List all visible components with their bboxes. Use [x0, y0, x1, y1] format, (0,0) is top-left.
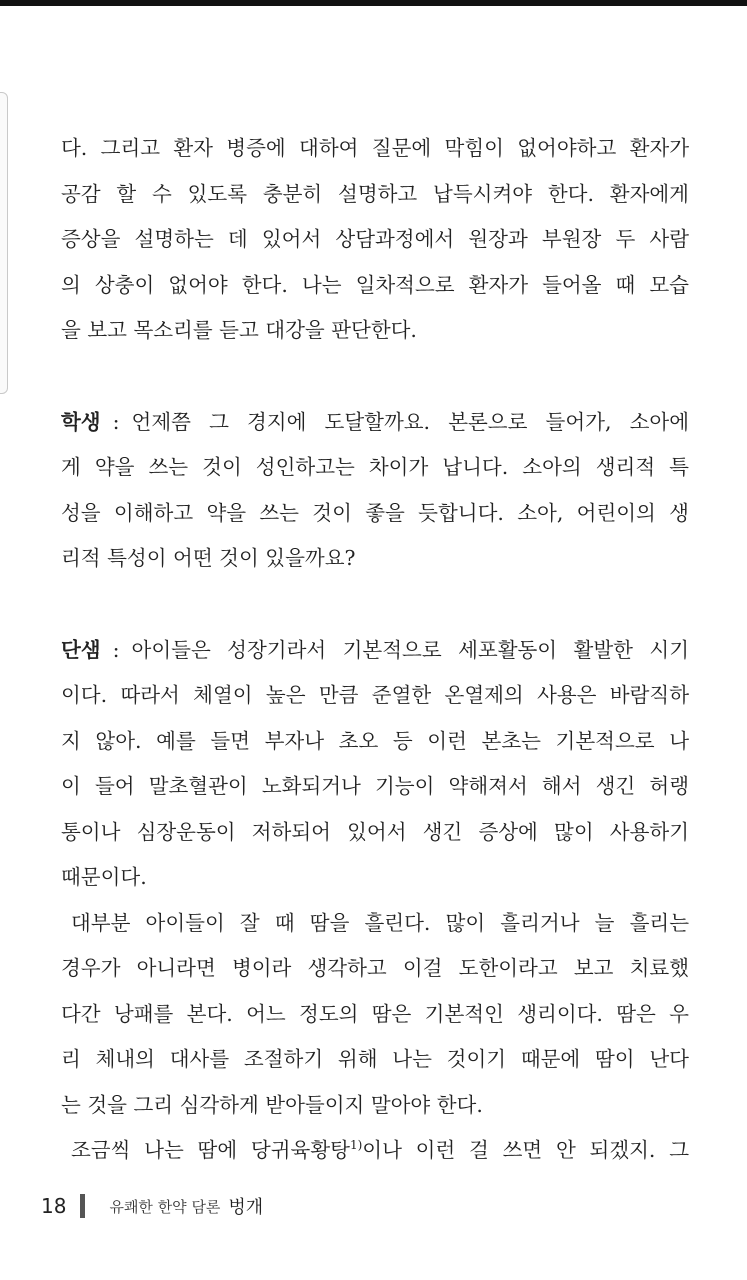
- dialogue-student: [61, 400, 689, 582]
- page-body: [61, 126, 689, 1174]
- text-line: 리적 특성이 어떤 것이 있을까요?: [61, 546, 356, 570]
- paragraph-1: [61, 126, 689, 354]
- dialogue-first-line: [61, 628, 689, 674]
- paragraph-gap: [61, 582, 689, 628]
- text-line: [61, 1128, 689, 1174]
- text-line: 는 것을 그리 심각하게 받아들이지 말아야 한다.: [61, 1092, 483, 1117]
- page-number: 18: [41, 1194, 67, 1218]
- dialogue-teacher: [61, 628, 689, 901]
- top-edge-bar: [0, 0, 747, 6]
- speaker-label-teacher: 단샘: [61, 637, 101, 662]
- text-line: 성을 이해하고 약을 쓰는 것이 좋을 듯합니다. 소아, 어린이의 생: [61, 500, 689, 525]
- paragraph-gap: [61, 354, 689, 400]
- footnote-marker[interactable]: 1): [349, 1138, 363, 1153]
- text-line: 대부분 아이들이 잘 때 땀을 흘린다. 많이 흘리거나 늘 흘리는: [71, 910, 689, 935]
- paragraph-2: [61, 901, 689, 1129]
- text-line: 통이나 심장운동이 저하되어 있어서 생긴 증상에 많이 사용하기: [61, 819, 689, 844]
- text-segment: 조금씩 나는 땀에 당귀육황탕: [71, 1138, 350, 1162]
- text-line: 리 체내의 대사를 조절하기 위해 나는 것이기 때문에 땀이 난다: [61, 1047, 689, 1071]
- text-line: 지 않아. 예를 들면 부자나 초오 등 이런 본초는 기본적으로 나: [61, 728, 689, 753]
- book-author: 벙개: [228, 1197, 264, 1218]
- speaker-separator: :: [112, 637, 120, 662]
- dialogue-first-line: [61, 400, 689, 446]
- text-line: 공감 할 수 있도록 충분히 설명하고 납득시켜야 한다. 환자에게: [61, 181, 689, 206]
- text-line: 이 들어 말초혈관이 노화되거나 기능이 약해져서 해서 생긴 허랭: [61, 774, 689, 798]
- speaker-separator: :: [112, 409, 120, 434]
- text-line: 다간 낭패를 본다. 어느 정도의 땀은 기본적인 생리이다. 땀은 우: [61, 1001, 689, 1026]
- text-line: 의 상충이 없어야 한다. 나는 일차적으로 환자가 들어올 때 모습: [61, 272, 689, 297]
- text-line: 아이들은 성장기라서 기본적으로 세포활동이 활발한 시기: [131, 637, 689, 662]
- text-line: 이다. 따라서 체열이 높은 만큼 준열한 온열제의 사용은 바람직하: [61, 683, 689, 707]
- page-scroll-tab[interactable]: [0, 92, 8, 394]
- text-line: 다. 그리고 환자 병증에 대하여 질문에 막힘이 없어야하고 환자가: [61, 136, 689, 160]
- speaker-label-student: 학생: [61, 409, 101, 434]
- page-footer: [41, 1192, 263, 1220]
- text-line: 증상을 설명하는 데 있어서 상담과정에서 원장과 부원장 두 사람: [61, 227, 689, 251]
- book-title: 유쾌한 한약 담론: [109, 1197, 221, 1216]
- text-line: 경우가 아니라면 병이라 생각하고 이걸 도한이라고 보고 치료했: [61, 956, 689, 980]
- text-line: 언제쯤 그 경지에 도달할까요. 본론으로 들어가, 소아에: [131, 409, 689, 434]
- text-segment: 이나 이런 걸 쓰면 안 되겠지. 그: [362, 1138, 690, 1162]
- text-line: 을 보고 목소리를 듣고 대강을 판단한다.: [61, 318, 417, 342]
- paragraph-3: [61, 1128, 689, 1174]
- footer-divider-bar: [80, 1194, 85, 1218]
- text-line: 때문이다.: [61, 865, 147, 889]
- text-line: 게 약을 쓰는 것이 성인하고는 차이가 납니다. 소아의 생리적 특: [61, 455, 689, 479]
